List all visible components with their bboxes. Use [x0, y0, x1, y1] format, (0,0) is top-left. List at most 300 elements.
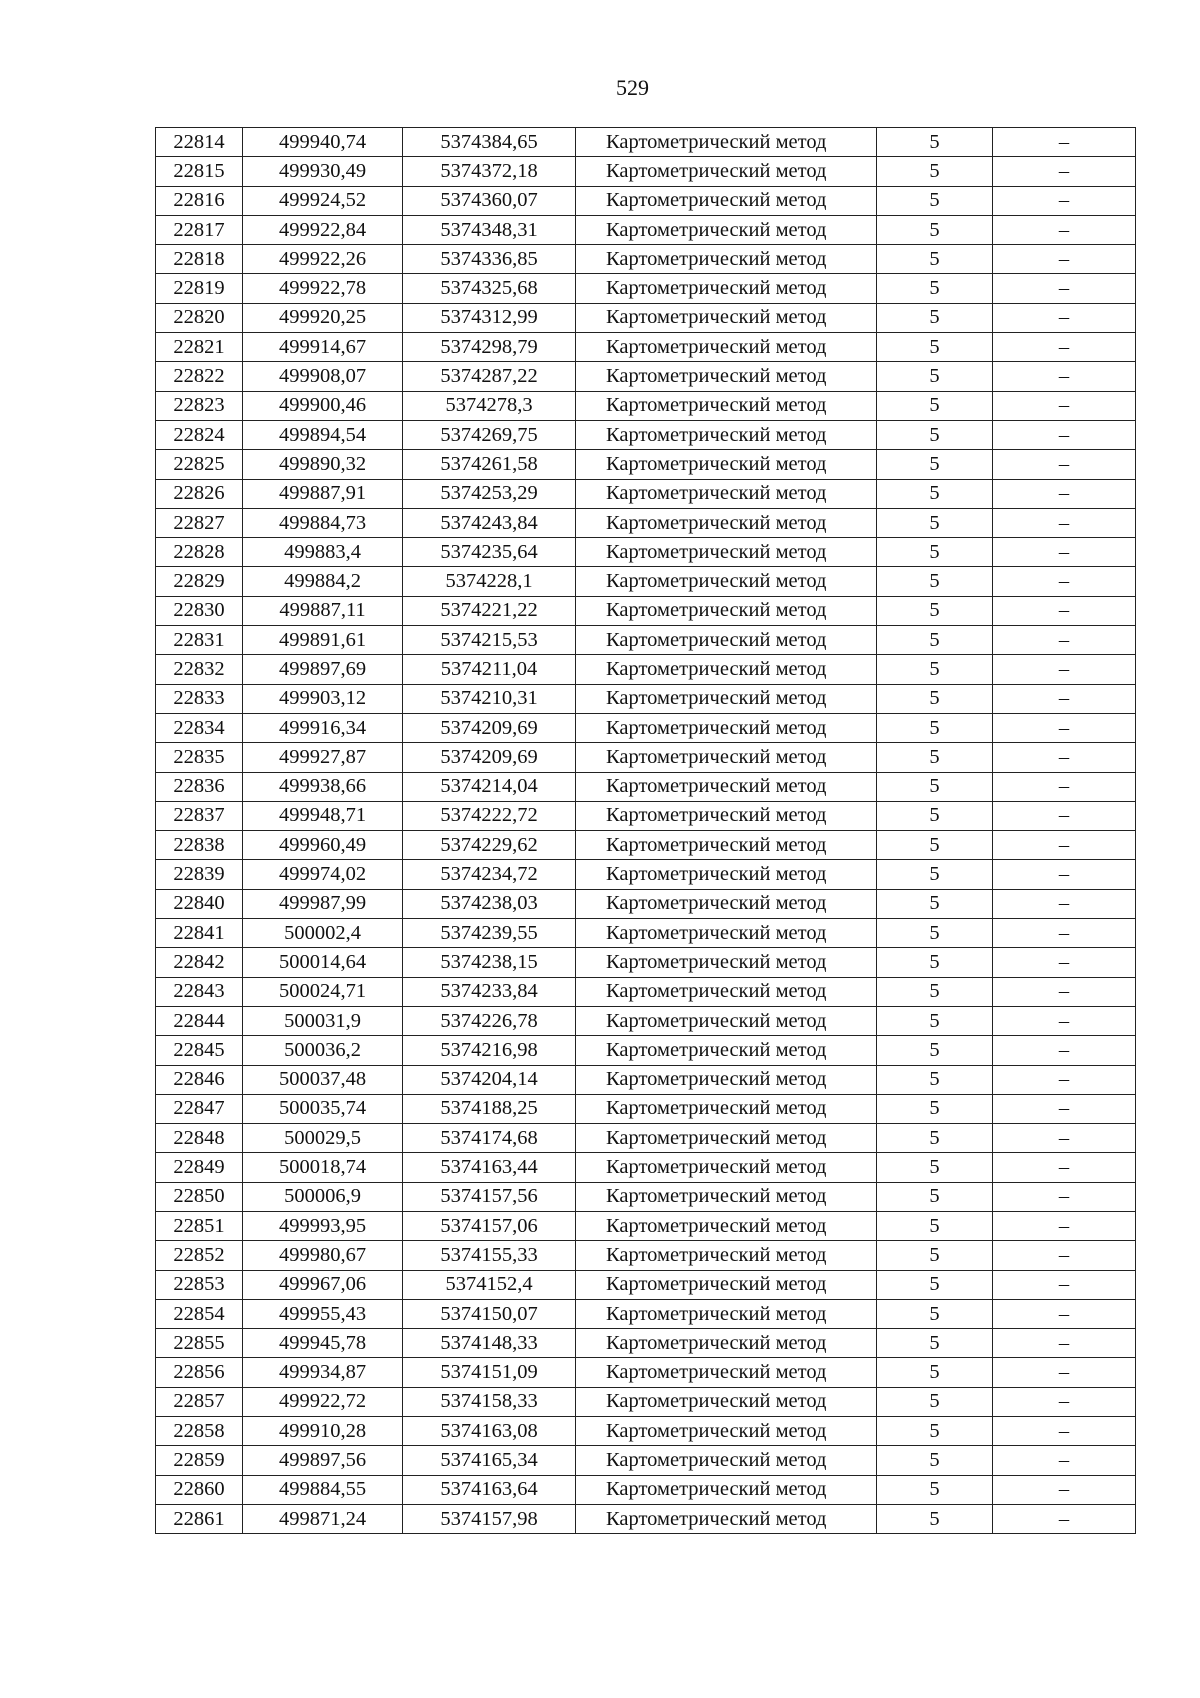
note-cell: – — [993, 831, 1136, 860]
x-coordinate-cell: 499948,71 — [243, 801, 403, 830]
x-coordinate-cell: 499967,06 — [243, 1270, 403, 1299]
method-cell: Картометрический метод — [576, 1270, 877, 1299]
table-row — [156, 245, 1136, 274]
note-cell: – — [993, 1387, 1136, 1416]
x-coordinate-cell: 500036,2 — [243, 1036, 403, 1065]
point-number-cell: 22814 — [156, 128, 243, 157]
point-number-cell: 22827 — [156, 508, 243, 537]
note-cell: – — [993, 713, 1136, 742]
x-coordinate-cell: 499945,78 — [243, 1329, 403, 1358]
method-cell: Картометрический метод — [576, 479, 877, 508]
method-cell: Картометрический метод — [576, 245, 877, 274]
y-coordinate-cell: 5374163,64 — [403, 1475, 576, 1504]
note-cell: – — [993, 362, 1136, 391]
table-row — [156, 655, 1136, 684]
table-row — [156, 420, 1136, 449]
y-coordinate-cell: 5374174,68 — [403, 1124, 576, 1153]
note-cell: – — [993, 274, 1136, 303]
x-coordinate-cell: 499871,24 — [243, 1504, 403, 1533]
point-number-cell: 22828 — [156, 538, 243, 567]
y-coordinate-cell: 5374216,98 — [403, 1036, 576, 1065]
note-cell: – — [993, 1417, 1136, 1446]
method-cell: Картометрический метод — [576, 1387, 877, 1416]
y-coordinate-cell: 5374157,06 — [403, 1211, 576, 1240]
table-row — [156, 1504, 1136, 1533]
point-number-cell: 22842 — [156, 948, 243, 977]
accuracy-cell: 5 — [877, 362, 993, 391]
table-row — [156, 831, 1136, 860]
y-coordinate-cell: 5374360,07 — [403, 186, 576, 215]
point-number-cell: 22840 — [156, 889, 243, 918]
table-row — [156, 713, 1136, 742]
method-cell: Картометрический метод — [576, 626, 877, 655]
x-coordinate-cell: 500024,71 — [243, 977, 403, 1006]
accuracy-cell: 5 — [877, 626, 993, 655]
table-row — [156, 948, 1136, 977]
y-coordinate-cell: 5374287,22 — [403, 362, 576, 391]
y-coordinate-cell: 5374298,79 — [403, 333, 576, 362]
method-cell: Картометрический метод — [576, 684, 877, 713]
method-cell: Картометрический метод — [576, 919, 877, 948]
point-number-cell: 22843 — [156, 977, 243, 1006]
y-coordinate-cell: 5374222,72 — [403, 801, 576, 830]
method-cell: Картометрический метод — [576, 1065, 877, 1094]
point-number-cell: 22826 — [156, 479, 243, 508]
method-cell: Картометрический метод — [576, 1124, 877, 1153]
note-cell: – — [993, 1358, 1136, 1387]
accuracy-cell: 5 — [877, 508, 993, 537]
point-number-cell: 22815 — [156, 157, 243, 186]
point-number-cell: 22850 — [156, 1182, 243, 1211]
y-coordinate-cell: 5374211,04 — [403, 655, 576, 684]
x-coordinate-cell: 499974,02 — [243, 860, 403, 889]
method-cell: Картометрический метод — [576, 1299, 877, 1328]
note-cell: – — [993, 948, 1136, 977]
accuracy-cell: 5 — [877, 743, 993, 772]
accuracy-cell: 5 — [877, 420, 993, 449]
y-coordinate-cell: 5374269,75 — [403, 420, 576, 449]
note-cell: – — [993, 626, 1136, 655]
y-coordinate-cell: 5374214,04 — [403, 772, 576, 801]
y-coordinate-cell: 5374188,25 — [403, 1094, 576, 1123]
table-row — [156, 128, 1136, 157]
table-row — [156, 1153, 1136, 1182]
x-coordinate-cell: 499897,56 — [243, 1446, 403, 1475]
point-number-cell: 22851 — [156, 1211, 243, 1240]
y-coordinate-cell: 5374209,69 — [403, 713, 576, 742]
point-number-cell: 22825 — [156, 450, 243, 479]
x-coordinate-cell: 499955,43 — [243, 1299, 403, 1328]
method-cell: Картометрический метод — [576, 1446, 877, 1475]
point-number-cell: 22830 — [156, 596, 243, 625]
method-cell: Картометрический метод — [576, 391, 877, 420]
note-cell: – — [993, 655, 1136, 684]
method-cell: Картометрический метод — [576, 274, 877, 303]
table-row — [156, 801, 1136, 830]
accuracy-cell: 5 — [877, 274, 993, 303]
y-coordinate-cell: 5374221,22 — [403, 596, 576, 625]
accuracy-cell: 5 — [877, 1153, 993, 1182]
method-cell: Картометрический метод — [576, 1094, 877, 1123]
note-cell: – — [993, 450, 1136, 479]
accuracy-cell: 5 — [877, 948, 993, 977]
table-row — [156, 1006, 1136, 1035]
y-coordinate-cell: 5374215,53 — [403, 626, 576, 655]
x-coordinate-cell: 499960,49 — [243, 831, 403, 860]
accuracy-cell: 5 — [877, 1182, 993, 1211]
accuracy-cell: 5 — [877, 772, 993, 801]
accuracy-cell: 5 — [877, 713, 993, 742]
method-cell: Картометрический метод — [576, 889, 877, 918]
note-cell: – — [993, 479, 1136, 508]
accuracy-cell: 5 — [877, 333, 993, 362]
table-row — [156, 684, 1136, 713]
table-row — [156, 479, 1136, 508]
note-cell: – — [993, 1241, 1136, 1270]
note-cell: – — [993, 1475, 1136, 1504]
note-cell: – — [993, 860, 1136, 889]
point-number-cell: 22839 — [156, 860, 243, 889]
note-cell: – — [993, 1124, 1136, 1153]
table-row — [156, 1036, 1136, 1065]
accuracy-cell: 5 — [877, 538, 993, 567]
x-coordinate-cell: 499883,4 — [243, 538, 403, 567]
point-number-cell: 22841 — [156, 919, 243, 948]
note-cell: – — [993, 1446, 1136, 1475]
accuracy-cell: 5 — [877, 1036, 993, 1065]
accuracy-cell: 5 — [877, 801, 993, 830]
method-cell: Картометрический метод — [576, 186, 877, 215]
note-cell: – — [993, 889, 1136, 918]
method-cell: Картометрический метод — [576, 1036, 877, 1065]
y-coordinate-cell: 5374157,98 — [403, 1504, 576, 1533]
accuracy-cell: 5 — [877, 1504, 993, 1533]
method-cell: Картометрический метод — [576, 450, 877, 479]
x-coordinate-cell: 499934,87 — [243, 1358, 403, 1387]
point-number-cell: 22846 — [156, 1065, 243, 1094]
method-cell: Картометрический метод — [576, 772, 877, 801]
table-row — [156, 1475, 1136, 1504]
method-cell: Картометрический метод — [576, 362, 877, 391]
x-coordinate-cell: 499884,55 — [243, 1475, 403, 1504]
table-row — [156, 1241, 1136, 1270]
table-row — [156, 1329, 1136, 1358]
method-cell: Картометрический метод — [576, 157, 877, 186]
note-cell: – — [993, 1182, 1136, 1211]
point-number-cell: 22861 — [156, 1504, 243, 1533]
x-coordinate-cell: 499916,34 — [243, 713, 403, 742]
note-cell: – — [993, 215, 1136, 244]
point-number-cell: 22837 — [156, 801, 243, 830]
y-coordinate-cell: 5374148,33 — [403, 1329, 576, 1358]
x-coordinate-cell: 499922,72 — [243, 1387, 403, 1416]
point-number-cell: 22856 — [156, 1358, 243, 1387]
y-coordinate-cell: 5374229,62 — [403, 831, 576, 860]
x-coordinate-cell: 499890,32 — [243, 450, 403, 479]
x-coordinate-cell: 499993,95 — [243, 1211, 403, 1240]
x-coordinate-cell: 500037,48 — [243, 1065, 403, 1094]
y-coordinate-cell: 5374325,68 — [403, 274, 576, 303]
point-number-cell: 22829 — [156, 567, 243, 596]
accuracy-cell: 5 — [877, 977, 993, 1006]
x-coordinate-cell: 499924,52 — [243, 186, 403, 215]
y-coordinate-cell: 5374209,69 — [403, 743, 576, 772]
point-number-cell: 22818 — [156, 245, 243, 274]
table-row — [156, 626, 1136, 655]
table-row — [156, 1182, 1136, 1211]
note-cell: – — [993, 391, 1136, 420]
x-coordinate-cell: 499940,74 — [243, 128, 403, 157]
point-number-cell: 22853 — [156, 1270, 243, 1299]
method-cell: Картометрический метод — [576, 1182, 877, 1211]
coordinates-table-body — [156, 128, 1136, 1534]
note-cell: – — [993, 1094, 1136, 1123]
table-row — [156, 919, 1136, 948]
method-cell: Картометрический метод — [576, 567, 877, 596]
note-cell: – — [993, 538, 1136, 567]
y-coordinate-cell: 5374233,84 — [403, 977, 576, 1006]
accuracy-cell: 5 — [877, 479, 993, 508]
y-coordinate-cell: 5374253,29 — [403, 479, 576, 508]
point-number-cell: 22859 — [156, 1446, 243, 1475]
method-cell: Картометрический метод — [576, 333, 877, 362]
accuracy-cell: 5 — [877, 567, 993, 596]
table-row — [156, 1299, 1136, 1328]
table-row — [156, 333, 1136, 362]
accuracy-cell: 5 — [877, 889, 993, 918]
accuracy-cell: 5 — [877, 1124, 993, 1153]
x-coordinate-cell: 499884,2 — [243, 567, 403, 596]
method-cell: Картометрический метод — [576, 596, 877, 625]
method-cell: Картометрический метод — [576, 1358, 877, 1387]
x-coordinate-cell: 499980,67 — [243, 1241, 403, 1270]
y-coordinate-cell: 5374235,64 — [403, 538, 576, 567]
y-coordinate-cell: 5374348,31 — [403, 215, 576, 244]
table-row — [156, 186, 1136, 215]
x-coordinate-cell: 499903,12 — [243, 684, 403, 713]
accuracy-cell: 5 — [877, 245, 993, 274]
accuracy-cell: 5 — [877, 1211, 993, 1240]
note-cell: – — [993, 1504, 1136, 1533]
note-cell: – — [993, 420, 1136, 449]
method-cell: Картометрический метод — [576, 655, 877, 684]
note-cell: – — [993, 186, 1136, 215]
table-row — [156, 596, 1136, 625]
point-number-cell: 22831 — [156, 626, 243, 655]
point-number-cell: 22860 — [156, 1475, 243, 1504]
table-row — [156, 1094, 1136, 1123]
note-cell: – — [993, 1006, 1136, 1035]
note-cell: – — [993, 684, 1136, 713]
method-cell: Картометрический метод — [576, 508, 877, 537]
method-cell: Картометрический метод — [576, 977, 877, 1006]
point-number-cell: 22833 — [156, 684, 243, 713]
point-number-cell: 22822 — [156, 362, 243, 391]
y-coordinate-cell: 5374151,09 — [403, 1358, 576, 1387]
x-coordinate-cell: 500006,9 — [243, 1182, 403, 1211]
table-row — [156, 508, 1136, 537]
method-cell: Картометрический метод — [576, 948, 877, 977]
method-cell: Картометрический метод — [576, 215, 877, 244]
note-cell: – — [993, 1065, 1136, 1094]
point-number-cell: 22834 — [156, 713, 243, 742]
y-coordinate-cell: 5374228,1 — [403, 567, 576, 596]
point-number-cell: 22823 — [156, 391, 243, 420]
table-row — [156, 303, 1136, 332]
table-row — [156, 391, 1136, 420]
table-row — [156, 889, 1136, 918]
point-number-cell: 22854 — [156, 1299, 243, 1328]
table-row — [156, 1417, 1136, 1446]
y-coordinate-cell: 5374226,78 — [403, 1006, 576, 1035]
x-coordinate-cell: 499897,69 — [243, 655, 403, 684]
point-number-cell: 22816 — [156, 186, 243, 215]
table-row — [156, 1358, 1136, 1387]
table-row — [156, 274, 1136, 303]
x-coordinate-cell: 500014,64 — [243, 948, 403, 977]
y-coordinate-cell: 5374234,72 — [403, 860, 576, 889]
method-cell: Картометрический метод — [576, 1475, 877, 1504]
table-row — [156, 743, 1136, 772]
y-coordinate-cell: 5374278,3 — [403, 391, 576, 420]
accuracy-cell: 5 — [877, 596, 993, 625]
note-cell: – — [993, 1036, 1136, 1065]
method-cell: Картометрический метод — [576, 1006, 877, 1035]
y-coordinate-cell: 5374165,34 — [403, 1446, 576, 1475]
method-cell: Картометрический метод — [576, 1417, 877, 1446]
accuracy-cell: 5 — [877, 1065, 993, 1094]
x-coordinate-cell: 499891,61 — [243, 626, 403, 655]
accuracy-cell: 5 — [877, 1299, 993, 1328]
point-number-cell: 22817 — [156, 215, 243, 244]
accuracy-cell: 5 — [877, 1475, 993, 1504]
y-coordinate-cell: 5374163,08 — [403, 1417, 576, 1446]
point-number-cell: 22820 — [156, 303, 243, 332]
accuracy-cell: 5 — [877, 1446, 993, 1475]
accuracy-cell: 5 — [877, 1358, 993, 1387]
table-row — [156, 362, 1136, 391]
method-cell: Картометрический метод — [576, 303, 877, 332]
point-number-cell: 22836 — [156, 772, 243, 801]
x-coordinate-cell: 499887,91 — [243, 479, 403, 508]
method-cell: Картометрический метод — [576, 860, 877, 889]
note-cell: – — [993, 333, 1136, 362]
accuracy-cell: 5 — [877, 157, 993, 186]
y-coordinate-cell: 5374150,07 — [403, 1299, 576, 1328]
point-number-cell: 22858 — [156, 1417, 243, 1446]
y-coordinate-cell: 5374239,55 — [403, 919, 576, 948]
accuracy-cell: 5 — [877, 215, 993, 244]
accuracy-cell: 5 — [877, 1006, 993, 1035]
note-cell: – — [993, 1211, 1136, 1240]
table-row — [156, 1387, 1136, 1416]
accuracy-cell: 5 — [877, 450, 993, 479]
accuracy-cell: 5 — [877, 303, 993, 332]
x-coordinate-cell: 499887,11 — [243, 596, 403, 625]
accuracy-cell: 5 — [877, 684, 993, 713]
page-number: 529 — [616, 75, 649, 100]
x-coordinate-cell: 499910,28 — [243, 1417, 403, 1446]
x-coordinate-cell: 499922,84 — [243, 215, 403, 244]
note-cell: – — [993, 743, 1136, 772]
accuracy-cell: 5 — [877, 1241, 993, 1270]
accuracy-cell: 5 — [877, 391, 993, 420]
accuracy-cell: 5 — [877, 919, 993, 948]
x-coordinate-cell: 499884,73 — [243, 508, 403, 537]
point-number-cell: 22848 — [156, 1124, 243, 1153]
point-number-cell: 22857 — [156, 1387, 243, 1416]
note-cell: – — [993, 1153, 1136, 1182]
note-cell: – — [993, 157, 1136, 186]
point-number-cell: 22838 — [156, 831, 243, 860]
table-row — [156, 1446, 1136, 1475]
method-cell: Картометрический метод — [576, 1153, 877, 1182]
point-number-cell: 22824 — [156, 420, 243, 449]
method-cell: Картометрический метод — [576, 743, 877, 772]
note-cell: – — [993, 919, 1136, 948]
table-row — [156, 157, 1136, 186]
x-coordinate-cell: 500029,5 — [243, 1124, 403, 1153]
table-row — [156, 977, 1136, 1006]
point-number-cell: 22845 — [156, 1036, 243, 1065]
table-row — [156, 450, 1136, 479]
point-number-cell: 22855 — [156, 1329, 243, 1358]
method-cell: Картометрический метод — [576, 1504, 877, 1533]
x-coordinate-cell: 499987,99 — [243, 889, 403, 918]
note-cell: – — [993, 1299, 1136, 1328]
note-cell: – — [993, 508, 1136, 537]
accuracy-cell: 5 — [877, 1094, 993, 1123]
method-cell: Картометрический метод — [576, 1241, 877, 1270]
y-coordinate-cell: 5374163,44 — [403, 1153, 576, 1182]
x-coordinate-cell: 500018,74 — [243, 1153, 403, 1182]
point-number-cell: 22821 — [156, 333, 243, 362]
accuracy-cell: 5 — [877, 1270, 993, 1299]
accuracy-cell: 5 — [877, 831, 993, 860]
note-cell: – — [993, 128, 1136, 157]
coordinates-table — [155, 127, 1136, 1534]
y-coordinate-cell: 5374238,03 — [403, 889, 576, 918]
method-cell: Картометрический метод — [576, 831, 877, 860]
point-number-cell: 22835 — [156, 743, 243, 772]
accuracy-cell: 5 — [877, 1417, 993, 1446]
point-number-cell: 22832 — [156, 655, 243, 684]
y-coordinate-cell: 5374261,58 — [403, 450, 576, 479]
x-coordinate-cell: 500031,9 — [243, 1006, 403, 1035]
accuracy-cell: 5 — [877, 655, 993, 684]
note-cell: – — [993, 303, 1136, 332]
accuracy-cell: 5 — [877, 860, 993, 889]
note-cell: – — [993, 567, 1136, 596]
note-cell: – — [993, 1329, 1136, 1358]
x-coordinate-cell: 499938,66 — [243, 772, 403, 801]
x-coordinate-cell: 499914,67 — [243, 333, 403, 362]
table-row — [156, 215, 1136, 244]
y-coordinate-cell: 5374152,4 — [403, 1270, 576, 1299]
method-cell: Картометрический метод — [576, 538, 877, 567]
point-number-cell: 22844 — [156, 1006, 243, 1035]
accuracy-cell: 5 — [877, 1387, 993, 1416]
y-coordinate-cell: 5374336,85 — [403, 245, 576, 274]
method-cell: Картометрический метод — [576, 420, 877, 449]
y-coordinate-cell: 5374210,31 — [403, 684, 576, 713]
x-coordinate-cell: 500035,74 — [243, 1094, 403, 1123]
y-coordinate-cell: 5374158,33 — [403, 1387, 576, 1416]
note-cell: – — [993, 772, 1136, 801]
point-number-cell: 22847 — [156, 1094, 243, 1123]
table-row — [156, 538, 1136, 567]
y-coordinate-cell: 5374238,15 — [403, 948, 576, 977]
